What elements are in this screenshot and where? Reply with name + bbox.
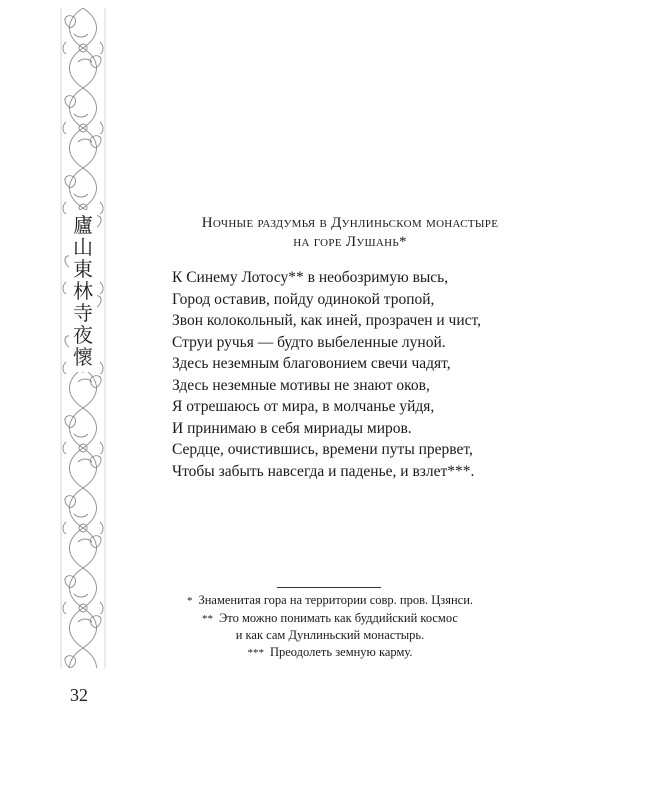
poem-line: Чтобы забыть навсегда и паденье, и взлет***. bbox=[172, 462, 475, 480]
poem-line: Струи ручья — будто выбеленные луной. bbox=[172, 333, 446, 351]
footnote-3 bbox=[160, 644, 500, 662]
footnote-text: Это можно понимать как буддийский космос bbox=[219, 610, 458, 625]
page-number: 32 bbox=[70, 685, 88, 705]
poem-line: Звон колокольный, как иней, прозрачен и чист, bbox=[172, 312, 482, 329]
footnote-2-continued bbox=[160, 627, 500, 644]
footnote-mark: ** bbox=[202, 612, 214, 625]
poem-title-line: на горе Лушань* bbox=[293, 234, 407, 250]
footnote-text: и как сам Дунлиньский монастырь. bbox=[235, 628, 425, 642]
footnote-divider bbox=[277, 587, 381, 588]
footnote-1 bbox=[160, 592, 500, 610]
title-char: 林 bbox=[73, 279, 93, 303]
poem-body bbox=[172, 267, 592, 482]
footnote-2 bbox=[160, 610, 500, 628]
footnotes bbox=[160, 592, 500, 661]
poem-title bbox=[170, 214, 530, 252]
title-char: 廬 bbox=[73, 213, 93, 237]
poem-title-line: Ночные раздумья в Дунлиньском монастыре bbox=[201, 215, 499, 231]
title-char: 夜 bbox=[73, 323, 93, 347]
poem-line: Здесь неземные мотивы не знают оков, bbox=[172, 376, 430, 394]
poem-line: И принимаю в себя мириады миров. bbox=[172, 419, 412, 437]
footnote-text: Преодолеть земную карму. bbox=[269, 644, 413, 659]
footnote-mark: *** bbox=[247, 646, 264, 659]
title-char: 懷 bbox=[73, 345, 93, 369]
footnote-mark: * bbox=[186, 595, 193, 607]
title-char: 東 bbox=[73, 257, 93, 281]
poem-line: К Синему Лотосу** в необозримую высь, bbox=[172, 269, 449, 286]
poem-line: Я отрешаюсь от мира, в молчанье уйдя, bbox=[172, 398, 435, 415]
poem-line: Город оставив, пойду одинокой тропой, bbox=[172, 290, 435, 308]
poem-line: Здесь неземным благовонием свечи чадят, bbox=[172, 355, 451, 372]
footnote-text: Знаменитая гора на территории совр. пров. Цзянси. bbox=[198, 593, 474, 607]
vertical-chinese-title bbox=[69, 210, 97, 372]
title-char: 山 bbox=[73, 235, 93, 259]
poem-line: Сердце, очистившись, времени путы прервет, bbox=[172, 441, 473, 458]
title-char: 寺 bbox=[73, 301, 93, 325]
